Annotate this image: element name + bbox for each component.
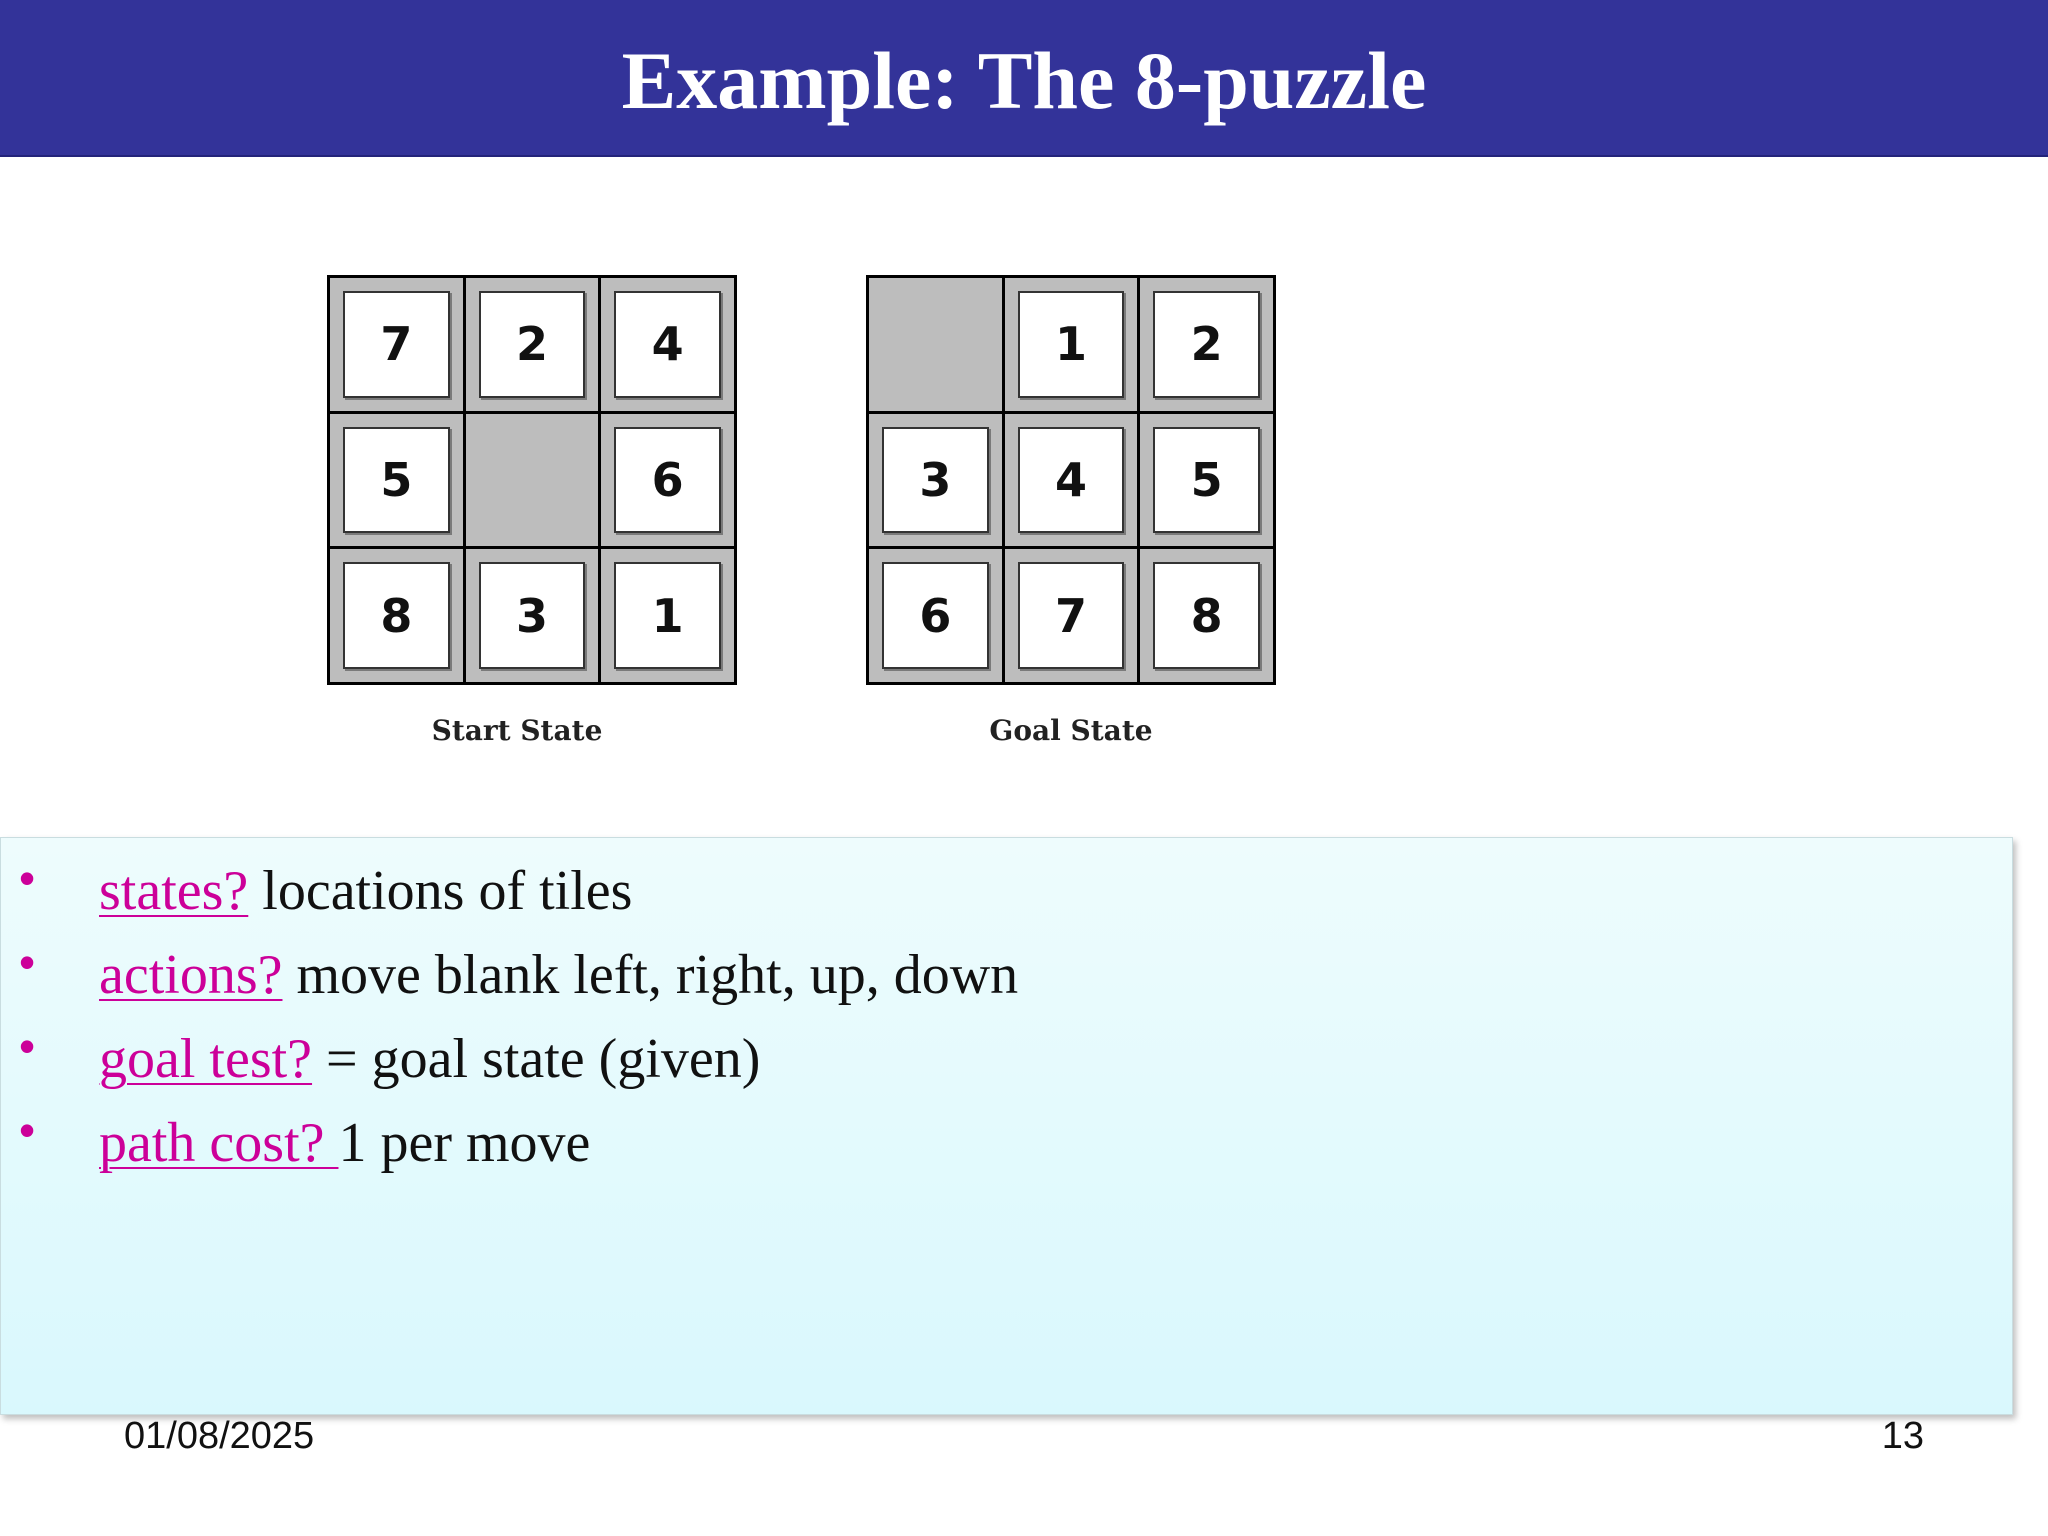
- page-number: 13: [1881, 1415, 1924, 1457]
- puzzle-cell: [601, 278, 734, 411]
- puzzle-tile: 3: [882, 427, 989, 534]
- bullet-dot-icon: •: [19, 1104, 36, 1156]
- bullet-dot-icon: •: [19, 936, 36, 988]
- puzzle-cell: [1140, 549, 1273, 682]
- puzzle-cell: [869, 549, 1002, 682]
- puzzle-cell: [330, 549, 463, 682]
- bullet-content-box: [0, 837, 2013, 1415]
- bullet-description: move blank left, right, up, down: [282, 944, 1019, 1006]
- bullet-text: [99, 1112, 591, 1174]
- title-bar: [0, 0, 2048, 157]
- slide-title: Example: The 8-puzzle: [621, 34, 1427, 126]
- start-state-label: Start State: [431, 714, 603, 747]
- bullet-description: 1 per move: [338, 1112, 591, 1174]
- puzzle-tile: 1: [1018, 291, 1125, 398]
- puzzle-tile: 8: [343, 562, 450, 669]
- bullet-description: = goal state (given): [312, 1028, 761, 1090]
- puzzle-tile: 6: [614, 427, 721, 534]
- start-state-grid: [327, 275, 737, 685]
- puzzle-cell: [869, 414, 1002, 547]
- path-cost-link[interactable]: path cost?: [99, 1112, 339, 1174]
- bullet-description: locations of tiles: [248, 860, 633, 922]
- bullet-dot-icon: •: [19, 852, 36, 904]
- puzzle-tile: 3: [479, 562, 586, 669]
- goal-state-label: Goal State: [989, 714, 1153, 747]
- puzzle-tile: 4: [614, 291, 721, 398]
- puzzle-cell: [466, 549, 599, 682]
- puzzle-tile: 2: [1153, 291, 1260, 398]
- puzzle-tile: 7: [343, 291, 450, 398]
- actions-link[interactable]: actions?: [99, 944, 283, 1006]
- puzzle-cell: [1005, 549, 1138, 682]
- puzzle-tile: 5: [343, 427, 450, 534]
- puzzle-tile: 7: [1018, 562, 1125, 669]
- goal-test-link[interactable]: goal test?: [99, 1028, 313, 1090]
- puzzle-tile: 1: [614, 562, 721, 669]
- goal-state-grid: [866, 275, 1276, 685]
- puzzle-tile: 5: [1153, 427, 1260, 534]
- bullet-text: [99, 1028, 761, 1090]
- puzzle-tile: 6: [882, 562, 989, 669]
- bullet-text: [99, 944, 1019, 1006]
- puzzle-cell: [466, 278, 599, 411]
- bullet-text: [99, 860, 633, 922]
- puzzle-cell: [330, 414, 463, 547]
- puzzle-tile: 8: [1153, 562, 1260, 669]
- puzzle-blank-cell: [869, 278, 1002, 411]
- puzzle-cell: [1005, 414, 1138, 547]
- puzzle-cell: [1005, 278, 1138, 411]
- puzzle-cell: [601, 549, 734, 682]
- states-link[interactable]: states?: [99, 860, 249, 922]
- puzzle-blank-cell: [466, 414, 599, 547]
- puzzle-cell: [330, 278, 463, 411]
- footer-date: 01/08/2025: [124, 1415, 315, 1457]
- puzzle-tile: 4: [1018, 427, 1125, 534]
- puzzle-cell: [1140, 414, 1273, 547]
- bullet-dot-icon: •: [19, 1020, 36, 1072]
- puzzle-cell: [1140, 278, 1273, 411]
- puzzle-tile: 2: [479, 291, 586, 398]
- puzzle-cell: [601, 414, 734, 547]
